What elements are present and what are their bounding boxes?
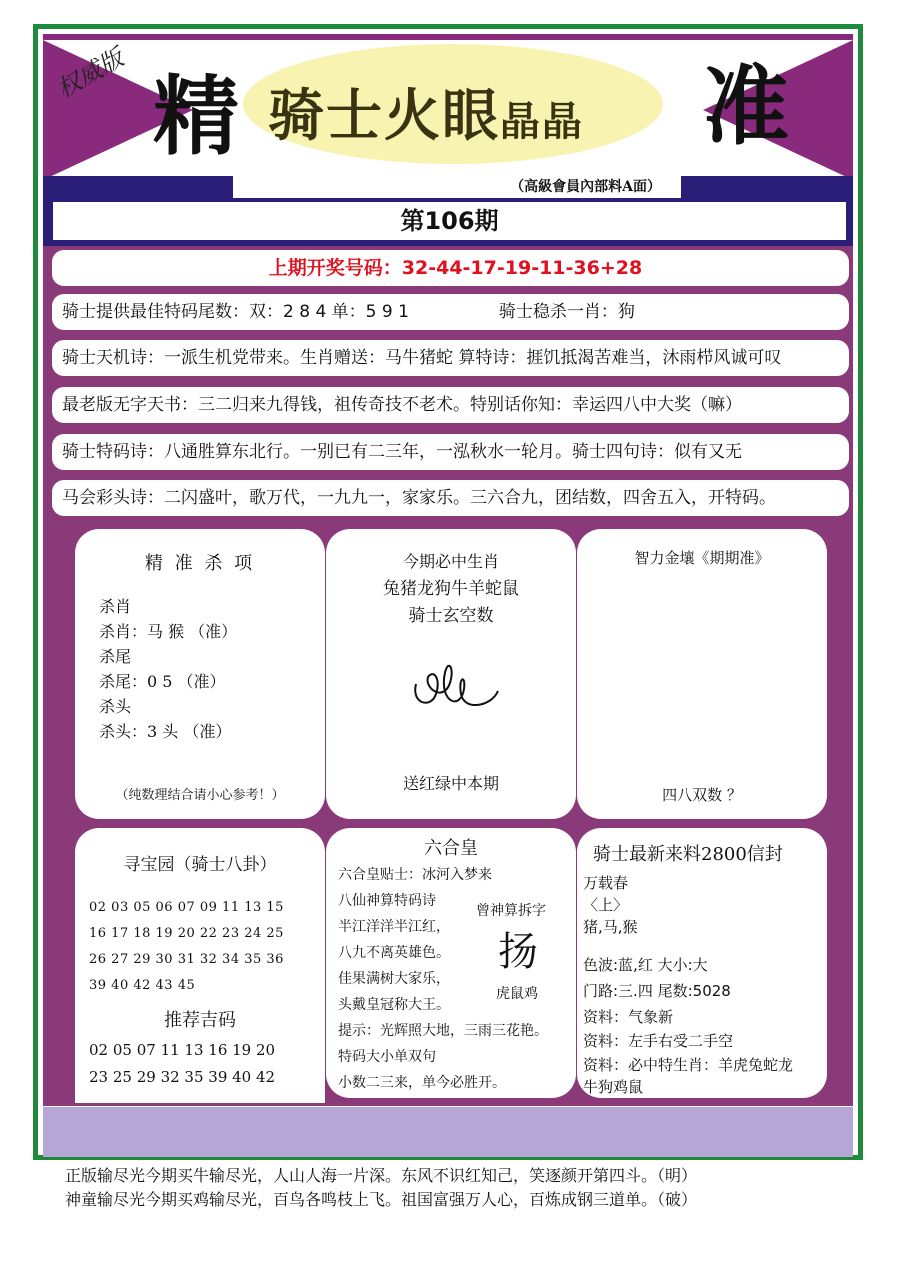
wisdom-title: 智力金壤《期期准》 [634, 549, 770, 567]
kill-box [75, 529, 325, 819]
latest-box [577, 828, 827, 1098]
latest-line: 色波:蓝,红 大小:大 [583, 956, 708, 974]
lhh-line: 半江洋洋半江红， [338, 919, 450, 935]
must-title: 今期必中生肖 [402, 552, 499, 571]
signature-icon [406, 649, 506, 729]
horse-row: 马会彩头诗：二闪盛叶，歌万代，一九九一，家家乐。三六合九，团结数，四舍五入，开特码。 [52, 480, 849, 516]
subtitle: （高級會員內部料A面） [233, 176, 683, 198]
char-left: 精 [153, 67, 239, 167]
poem1-row: 骑士天机诗：一派生机党带来。生肖赠送：马牛猪蛇 算特诗：捱饥抵渴苦难当，沐雨栉风诚可叹 [52, 340, 849, 376]
lhh-line: 六合皇贴士：冰河入梦来 [338, 867, 492, 883]
kill-line: 杀肖 [99, 597, 132, 616]
content-panel [43, 246, 853, 1106]
latest-line: 门路:三.四 尾数:5028 [583, 982, 731, 1000]
must-bottom: 送红绿中本期 [402, 774, 499, 793]
rec-numbers: 02 05 07 11 13 16 19 20 [89, 1041, 276, 1059]
wisdom-box [577, 529, 827, 819]
book-row: 最老版无字天书：三二归来九得钱，祖传奇技不老术。特别话你知：幸运四八中大奖（嘛） [52, 387, 849, 423]
side-char: 扬 [498, 929, 538, 975]
kill-line: 杀肖：马 猴 （准） [99, 622, 238, 641]
lhh-title: 六合皇 [424, 838, 478, 859]
lhh-line: 小数二三来，单今必胜开。 [338, 1075, 506, 1091]
footer-text [65, 1164, 697, 1212]
treasure-title: 寻宝园（骑士八卦） [123, 855, 277, 875]
latest-line: 万载春 [583, 874, 629, 892]
lhh-box [326, 828, 576, 1098]
rec-numbers: 23 25 29 32 35 39 40 42 [89, 1068, 276, 1086]
must-sub: 骑士玄空数 [408, 606, 494, 626]
title-suffix: 晶晶 [500, 99, 584, 145]
poster-title [268, 84, 584, 149]
treasure-numbers: 02 03 05 06 07 09 11 13 15 [89, 900, 284, 915]
lhh-line: 特码大小单双句 [338, 1049, 436, 1065]
side-bottom: 虎鼠鸡 [496, 986, 538, 1002]
kill-title: 精 准 杀 项 [144, 553, 256, 574]
poster-header [43, 34, 853, 179]
kill-line: 杀头：3 头 （准） [99, 722, 232, 741]
kill-line: 杀尾：0 5 （准） [99, 672, 226, 691]
latest-line: 〈上〉 [583, 896, 629, 914]
treasure-numbers: 16 17 18 19 20 22 23 24 25 [89, 926, 284, 941]
kill-note: （纯数理结合请小心参考！） [115, 788, 285, 803]
must-animals: 兔猪龙狗牛羊蛇鼠 [383, 579, 519, 599]
lhh-line: 八仙神算特码诗 [338, 893, 436, 909]
footer-line: 正版输尽光今期买牛输尽光，人山人海一片深。东风不识红知己，笑逐颜开第四斗。（明） [65, 1166, 698, 1185]
kill-line: 杀尾 [99, 647, 132, 666]
tail-row [52, 294, 849, 330]
latest-line: 资料：必中特生肖：羊虎兔蛇龙 [583, 1056, 794, 1074]
poster-frame [33, 24, 863, 1160]
edition-label: 权威版 [52, 43, 129, 104]
lhh-line: 提示：光辉照大地，三雨三花艳。 [338, 1023, 548, 1039]
treasure-numbers: 39 40 42 43 45 [89, 978, 196, 993]
title-text: 骑士火眼 [268, 84, 500, 149]
issue-number: 第106期 [53, 202, 846, 240]
latest-line: 牛狗鸡鼠 [583, 1078, 644, 1096]
char-right: 准 [703, 57, 789, 157]
last-draw-row: 上期开奖号码：32-44-17-19-11-36+28 [52, 250, 849, 286]
treasure-numbers: 26 27 29 30 31 32 34 35 36 [89, 952, 284, 967]
header-band [43, 176, 853, 246]
treasure-box [75, 828, 325, 1103]
rec-title: 推荐吉码 [164, 1010, 236, 1031]
latest-line: 资料：气象新 [583, 1008, 674, 1026]
footer-band [43, 1107, 853, 1157]
latest-title: 骑士最新来料2800信封 [593, 844, 783, 865]
tail-left: 骑士提供最佳特码尾数：双：2 8 4 单：5 9 1 [62, 302, 409, 322]
footer-line: 神童输尽光今期买鸡输尽光，百鸟各鸣枝上飞。祖国富强万人心，百炼成钢三道单。（破） [65, 1190, 698, 1209]
tail-right: 骑士稳杀一肖：狗 [498, 302, 635, 322]
side-title: 曾神算拆字 [476, 903, 546, 919]
latest-line: 猪,马,猴 [583, 918, 638, 936]
poem2-row: 骑士特码诗：八通胜算东北行。一别已有二三年，一泓秋水一轮月。骑士四句诗：似有又无 [52, 434, 849, 470]
wisdom-bottom: 四八双数 ？ [662, 786, 742, 804]
kill-line: 杀头 [99, 697, 132, 716]
must-box [326, 529, 576, 819]
latest-line: 资料：左手右受二手空 [583, 1032, 734, 1050]
lhh-line: 头戴皇冠称大王。 [338, 997, 450, 1013]
lhh-line: 佳果满树大家乐， [338, 971, 450, 987]
lhh-line: 八九不离英雄色。 [338, 945, 450, 961]
